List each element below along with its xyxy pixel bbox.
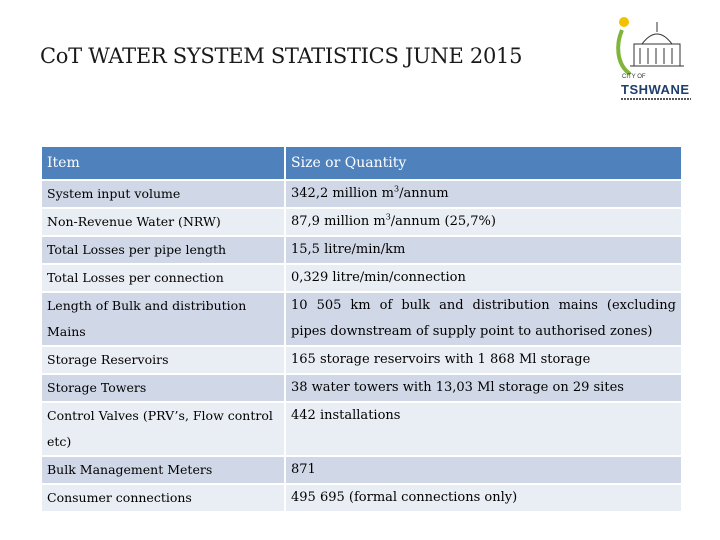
water-statistics-table [42,147,683,511]
table-row [42,180,682,208]
row-value: 442 installations [285,402,682,456]
row-value: 165 storage reservoirs with 1 868 Ml storage [285,346,682,374]
row-value: 15,5 litre/min/km [285,236,682,264]
table-row [42,484,682,511]
slide-title: CoT WATER SYSTEM STATISTICS JUNE 2015 [40,44,523,68]
row-value: 0,329 litre/min/connection [285,264,682,292]
leaf-swoosh-icon [618,30,630,74]
table-header-row [42,147,682,180]
header-item: Item [42,147,285,180]
table-row [42,292,682,346]
row-item: Total Losses per connection [42,264,285,292]
table-row [42,264,682,292]
row-item: Storage Reservoirs [42,346,285,374]
row-value: 342,2 million $m^3$/annum [285,180,682,208]
row-value: 495 695 (formal connections only) [285,484,682,511]
row-item: Non-Revenue Water (NRW) [42,208,285,236]
table-row [42,456,682,484]
table-row [42,374,682,402]
row-value: 38 water towers with 13,03 Ml storage on 29 sites [285,374,682,402]
row-item: Bulk Management Meters [42,456,285,484]
row-value: 871 [285,456,682,484]
sun-icon [619,17,629,27]
row-item: Control Valves (PRV’s, Flow control etc) [42,402,285,456]
logo-text-city-of: CITY OF [622,74,646,80]
logo-tagline [621,98,691,100]
header-size-or-quantity: Size or Quantity [285,147,682,180]
row-item: System input volume [42,180,285,208]
row-item: Length of Bulk and distribution Mains [42,292,285,346]
table-row [42,208,682,236]
row-value: 87,9 million $m^3$/annum (25,7%) [285,208,682,236]
building-icon [634,44,680,66]
table-row [42,402,682,456]
logo-text-tshwane: TSHWANE [621,82,690,97]
row-item: Storage Towers [42,374,285,402]
table-row [42,346,682,374]
row-item: Total Losses per pipe length [42,236,285,264]
row-item: Consumer connections [42,484,285,511]
table-row [42,236,682,264]
row-value: 10 505 km of bulk and distribution mains (excluding pipes downstream of supply point to authorised zones) [285,292,682,346]
